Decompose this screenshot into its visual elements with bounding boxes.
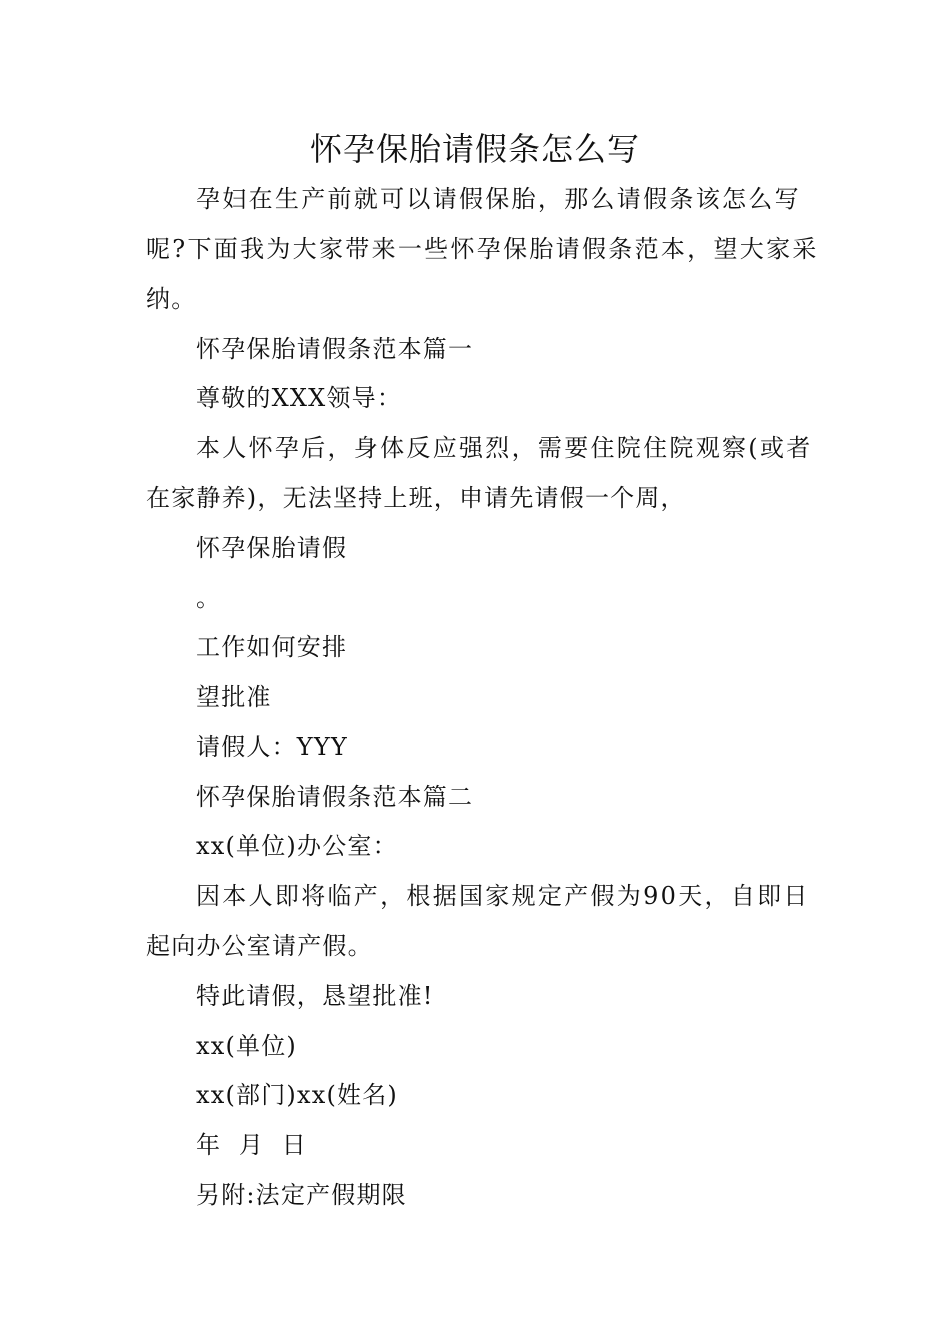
sample1-line-d: 望批准	[196, 683, 272, 711]
sample1-body-line-1: 本人怀孕后，身体反应强烈，需要住院住院观察(或者	[196, 434, 813, 462]
sample2-date: 年 月 日	[196, 1131, 307, 1159]
sample2-appendix: 另附:法定产假期限	[196, 1181, 407, 1209]
sample1-line-a: 怀孕保胎请假	[196, 534, 348, 562]
sample1-signature: 请假人：YYY	[196, 733, 348, 761]
sample2-unit: xx(单位)	[196, 1032, 297, 1060]
sample1-salutation: 尊敬的XXX领导：	[196, 384, 403, 412]
document-title: 怀孕保胎请假条怎么写	[309, 130, 640, 168]
sample1-line-c: 工作如何安排	[196, 633, 348, 661]
sample2-body-line-1: 因本人即将临产，根据国家规定产假为90天，自即日	[196, 882, 810, 910]
sample2-dept-name: xx(部门)xx(姓名)	[196, 1081, 398, 1109]
sample1-body-line-2: 在家静养)，无法坚持上班，申请先请假一个周，	[146, 484, 686, 512]
intro-line-3: 纳。	[146, 285, 197, 313]
sample1-heading: 怀孕保胎请假条范本篇一	[196, 335, 474, 363]
intro-line-2: 呢?下面我为大家带来一些怀孕保胎请假条范本，望大家采	[146, 235, 819, 263]
sample2-salutation: xx(单位)办公室：	[196, 832, 398, 860]
sample2-closing: 特此请假，恳望批准!	[196, 982, 434, 1010]
sample2-body-line-2: 起向办公室请产假。	[146, 932, 373, 960]
sample2-heading: 怀孕保胎请假条范本篇二	[196, 783, 474, 811]
sample1-line-b: 。	[196, 584, 222, 612]
intro-line-1: 孕妇在生产前就可以请假保胎，那么请假条该怎么写	[196, 185, 801, 213]
